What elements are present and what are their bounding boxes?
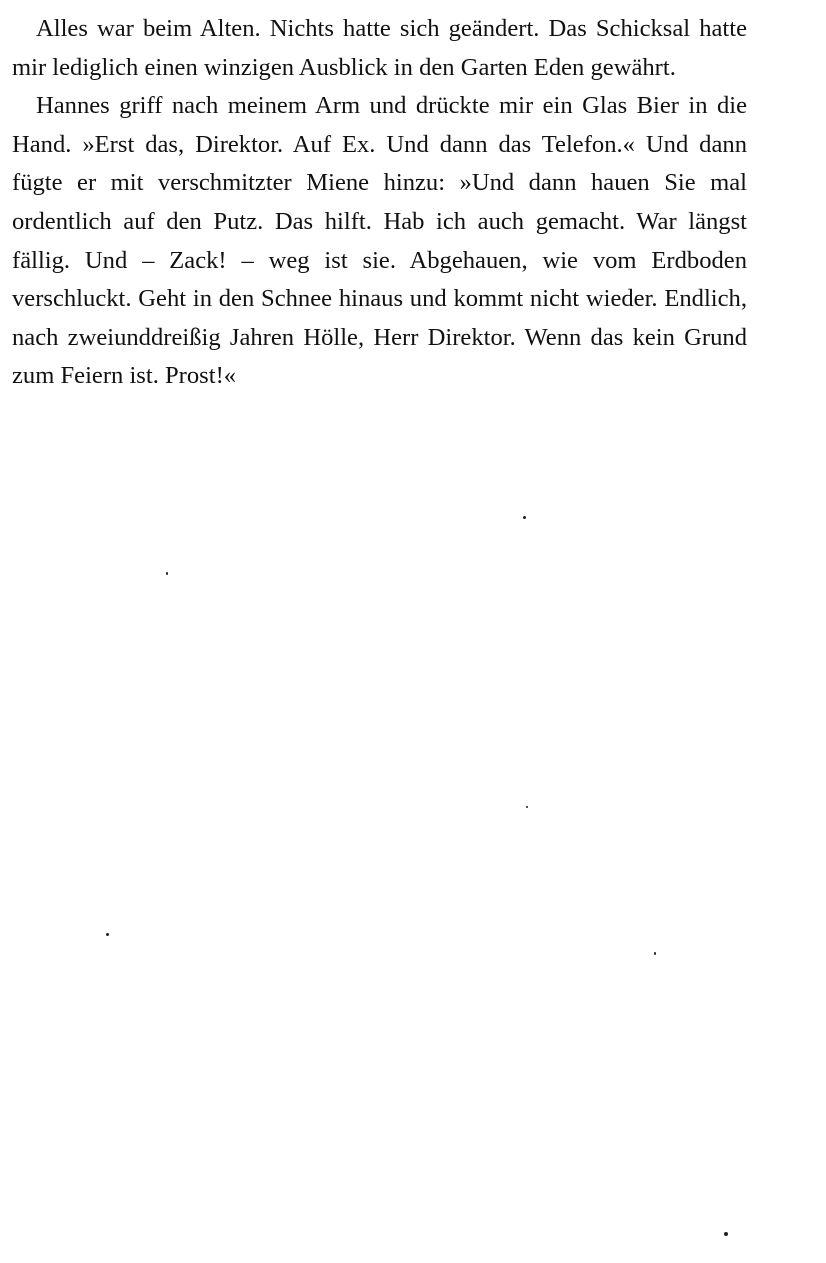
scan-speck: [166, 572, 168, 575]
paragraph-1: Alles war beim Alten. Nichts hatte sich geändert. Das Schicksal hatte mir lediglich einen winzigen Ausblick in den Garten Eden gewährt.: [12, 15, 747, 81]
scan-speck: [724, 1232, 728, 1236]
scan-speck: [106, 933, 109, 936]
scan-speck: [526, 806, 528, 808]
body-text: [12, 10, 747, 396]
scan-speck: [523, 516, 526, 519]
paragraph-2: Hannes griff nach meinem Arm und drückte mir ein Glas Bier in die Hand. »Erst das, Direktor. Auf Ex. Und dann das Telefon.« Und dann fügte er mit verschmitzter Miene hinzu: »Und dann hauen Sie mal ordentlich auf den Putz. Das hilft. Hab ich auch gemacht. War längst fällig. Und – Zack! – weg ist sie. Abgehauen, wie vom Erdboden verschluckt. Geht in den Schnee hinaus und kommt nicht wieder. Endlich, nach zweiunddreißig Jahren Hölle, Herr Direktor. Wenn das kein Grund zum Feiern ist. Prost!«: [12, 92, 747, 390]
scan-speck: [654, 952, 656, 955]
